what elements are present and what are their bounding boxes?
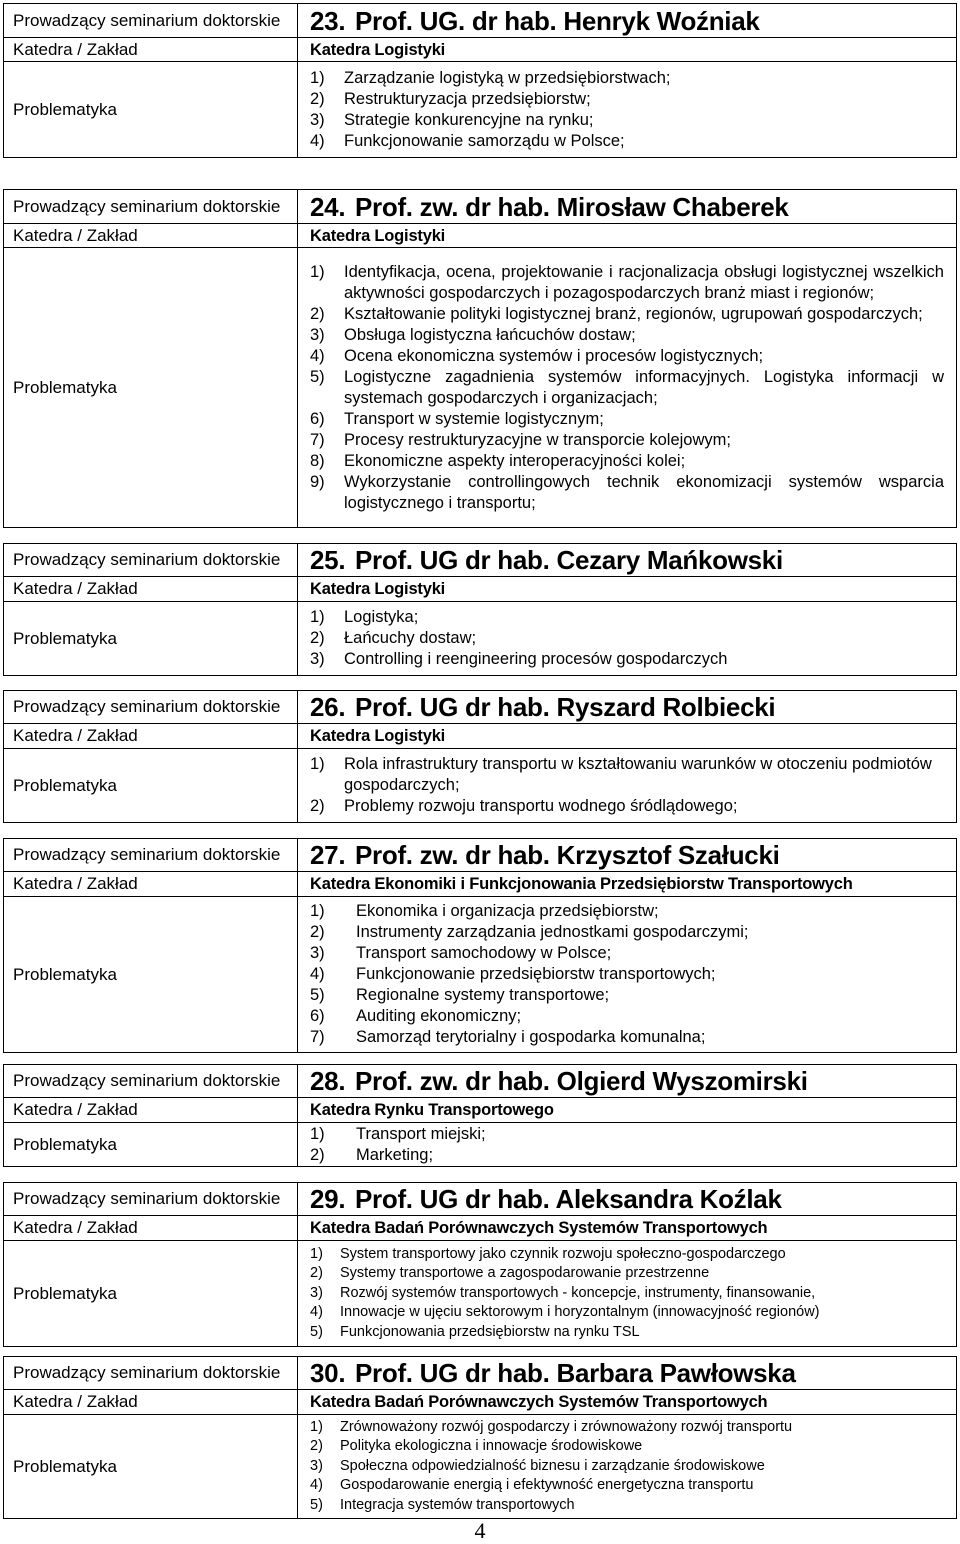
leader-label: Prowadzący seminarium doktorskie xyxy=(4,1065,298,1098)
leader-label: Prowadzący seminarium doktorskie xyxy=(4,1183,298,1216)
department-name: Katedra Rynku Transportowego xyxy=(298,1098,957,1123)
topic-item: 1) Identyfikacja, ocena, projektowanie i racjonalizacja obsługi logistycznej wszelkich aktywności gospodarczych i pozagospodarczych branż miast i regionów; xyxy=(310,262,944,302)
leader-name: 24. Prof. zw. dr hab. Mirosław Chaberek xyxy=(298,190,957,224)
leader-label: Prowadzący seminarium doktorskie xyxy=(4,190,298,224)
topic-item: 3) Strategie konkurencyjne na rynku; xyxy=(310,110,594,129)
topics-label: Problematyka xyxy=(4,749,298,823)
topic-item: 2) Systemy transportowe a zagospodarowanie przestrzenne xyxy=(310,1265,710,1282)
topic-item: 5) Funkcjonowania przedsiębiorstw na rynku TSL xyxy=(310,1323,640,1340)
topic-item: 3) Controlling i reengineering procesów gospodarczych xyxy=(310,650,728,668)
topic-item: 9) Wykorzystanie controllingowych technik ekonomizacji systemów wsparcia logistycznego i transportu; xyxy=(310,472,944,512)
seminar-entry xyxy=(3,1064,957,1167)
topics-cell xyxy=(298,248,957,528)
department-name: Katedra Logistyki xyxy=(298,577,957,602)
topic-item: 2) Kształtowanie polityki logistycznej branż, regionów, ugrupowań gospodarczych; xyxy=(310,304,923,323)
topics-label: Problematyka xyxy=(4,248,298,528)
leader-label: Prowadzący seminarium doktorskie xyxy=(4,691,298,724)
topic-item: 8) Ekonomiczne aspekty interoperacyjności kolei; xyxy=(310,451,686,470)
topics-cell xyxy=(298,1241,957,1347)
topic-item: 2) Polityka ekologiczna i innowacje środowiskowe xyxy=(310,1438,643,1455)
department-name: Katedra Logistyki xyxy=(298,38,957,62)
topic-item: 7) Procesy restrukturyzacyjne w transporcie kolejowym; xyxy=(310,430,731,449)
leader-name: 28. Prof. zw. dr hab. Olgierd Wyszomirski xyxy=(298,1065,957,1098)
leader-name: 26. Prof. UG dr hab. Ryszard Rolbiecki xyxy=(298,691,957,724)
seminar-entry xyxy=(3,3,957,158)
seminar-entry xyxy=(3,838,957,1053)
topic-item: 4) Funkcjonowanie przedsiębiorstw transportowych; xyxy=(310,965,716,983)
topic-item: 7) Samorząd terytorialny i gospodarka komunalna; xyxy=(310,1028,706,1046)
topic-item: 2) Łańcuchy dostaw; xyxy=(310,629,477,647)
topic-item: 4) Gospodarowanie energią i efektywność energetyczna transportu xyxy=(310,1477,754,1494)
topic-item: 2) Problemy rozwoju transportu wodnego śródlądowego; xyxy=(310,797,738,815)
leader-label: Prowadzący seminarium doktorskie xyxy=(4,1357,298,1390)
topic-item: 4) Funkcjonowanie samorządu w Polsce; xyxy=(310,131,625,150)
leader-label: Prowadzący seminarium doktorskie xyxy=(4,544,298,577)
topic-item: 1) Transport miejski; xyxy=(310,1124,486,1143)
topic-item: 1) Logistyka; xyxy=(310,608,419,626)
department-label: Katedra / Zakład xyxy=(4,724,298,749)
department-label: Katedra / Zakład xyxy=(4,577,298,602)
topics-label: Problematyka xyxy=(4,1241,298,1347)
topic-item: 6) Auditing ekonomiczny; xyxy=(310,1007,522,1025)
department-name: Katedra Badań Porównawczych Systemów Transportowych xyxy=(298,1390,957,1415)
topics-label: Problematyka xyxy=(4,1415,298,1519)
topic-item: 6) Transport w systemie logistycznym; xyxy=(310,409,604,428)
topics-label: Problematyka xyxy=(4,1123,298,1167)
topic-item: 4) Innowacje w ujęciu sektorowym i horyzontalnym (innowacyjność regionów) xyxy=(310,1304,820,1321)
topic-item: 1) Ekonomika i organizacja przedsiębiorstw; xyxy=(310,902,659,920)
topic-item: 1) Zrównoważony rozwój gospodarczy i zrównoważony rozwój transportu xyxy=(310,1418,793,1435)
topics-cell xyxy=(298,1415,957,1519)
seminar-entry xyxy=(3,1356,957,1519)
topic-item: 3) Obsługa logistyczna łańcuchów dostaw; xyxy=(310,325,636,344)
department-name: Katedra Badań Porównawczych Systemów Transportowych xyxy=(298,1216,957,1241)
topic-item: 1) Rola infrastruktury transportu w kształtowaniu warunków w otoczeniu podmiotów gospodarczych; xyxy=(310,755,932,794)
department-label: Katedra / Zakład xyxy=(4,1390,298,1415)
topics-cell xyxy=(298,749,957,823)
department-name: Katedra Logistyki xyxy=(298,724,957,749)
topic-item: 3) Społeczna odpowiedzialność biznesu i zarządzanie środowiskowe xyxy=(310,1457,765,1474)
seminar-entry xyxy=(3,543,957,676)
department-label: Katedra / Zakład xyxy=(4,224,298,248)
department-name: Katedra Ekonomiki i Funkcjonowania Przedsiębiorstw Transportowych xyxy=(298,872,957,897)
topic-item: 2) Instrumenty zarządzania jednostkami gospodarczymi; xyxy=(310,923,749,941)
topics-label: Problematyka xyxy=(4,897,298,1053)
topics-cell xyxy=(298,62,957,158)
topic-item: 1) System transportowy jako czynnik rozwoju społeczno-gospodarczego xyxy=(310,1245,786,1262)
leader-label: Prowadzący seminarium doktorskie xyxy=(4,839,298,872)
topic-item: 3) Rozwój systemów transportowych - koncepcje, instrumenty, finansowanie, xyxy=(310,1284,816,1301)
topics-cell xyxy=(298,1123,957,1167)
topic-item: 2) Restrukturyzacja przedsiębiorstw; xyxy=(310,89,591,108)
topic-item: 2) Marketing; xyxy=(310,1145,434,1164)
leader-name: 27. Prof. zw. dr hab. Krzysztof Szałucki xyxy=(298,839,957,872)
department-label: Katedra / Zakład xyxy=(4,872,298,897)
department-label: Katedra / Zakład xyxy=(4,38,298,62)
topic-item: 5) Logistyczne zagadnienia systemów informacyjnych. Logistyka informacji w systemach gospodarczych i organizacjach; xyxy=(310,367,944,407)
leader-name: 25. Prof. UG dr hab. Cezary Mańkowski xyxy=(298,544,957,577)
leader-label: Prowadzący seminarium doktorskie xyxy=(4,4,298,38)
leader-name: 30. Prof. UG dr hab. Barbara Pawłowska xyxy=(298,1357,957,1390)
topics-label: Problematyka xyxy=(4,602,298,676)
department-label: Katedra / Zakład xyxy=(4,1216,298,1241)
topic-item: 5) Integracja systemów transportowych xyxy=(310,1496,575,1513)
seminar-entry xyxy=(3,1182,957,1347)
topic-item: 1) Zarządzanie logistyką w przedsiębiorstwach; xyxy=(310,68,671,87)
topic-item: 5) Regionalne systemy transportowe; xyxy=(310,986,610,1004)
topic-item: 3) Transport samochodowy w Polsce; xyxy=(310,944,612,962)
seminar-entry xyxy=(3,189,957,528)
topics-cell xyxy=(298,897,957,1053)
department-label: Katedra / Zakład xyxy=(4,1098,298,1123)
leader-name: 23. Prof. UG. dr hab. Henryk Woźniak xyxy=(298,4,957,38)
department-name: Katedra Logistyki xyxy=(298,224,957,248)
topics-label: Problematyka xyxy=(4,62,298,158)
topics-cell xyxy=(298,602,957,676)
topic-item: 4) Ocena ekonomiczna systemów i procesów logistycznych; xyxy=(310,346,764,365)
leader-name: 29. Prof. UG dr hab. Aleksandra Koźlak xyxy=(298,1183,957,1216)
page-number: 4 xyxy=(474,1518,486,1543)
seminar-entry xyxy=(3,690,957,823)
